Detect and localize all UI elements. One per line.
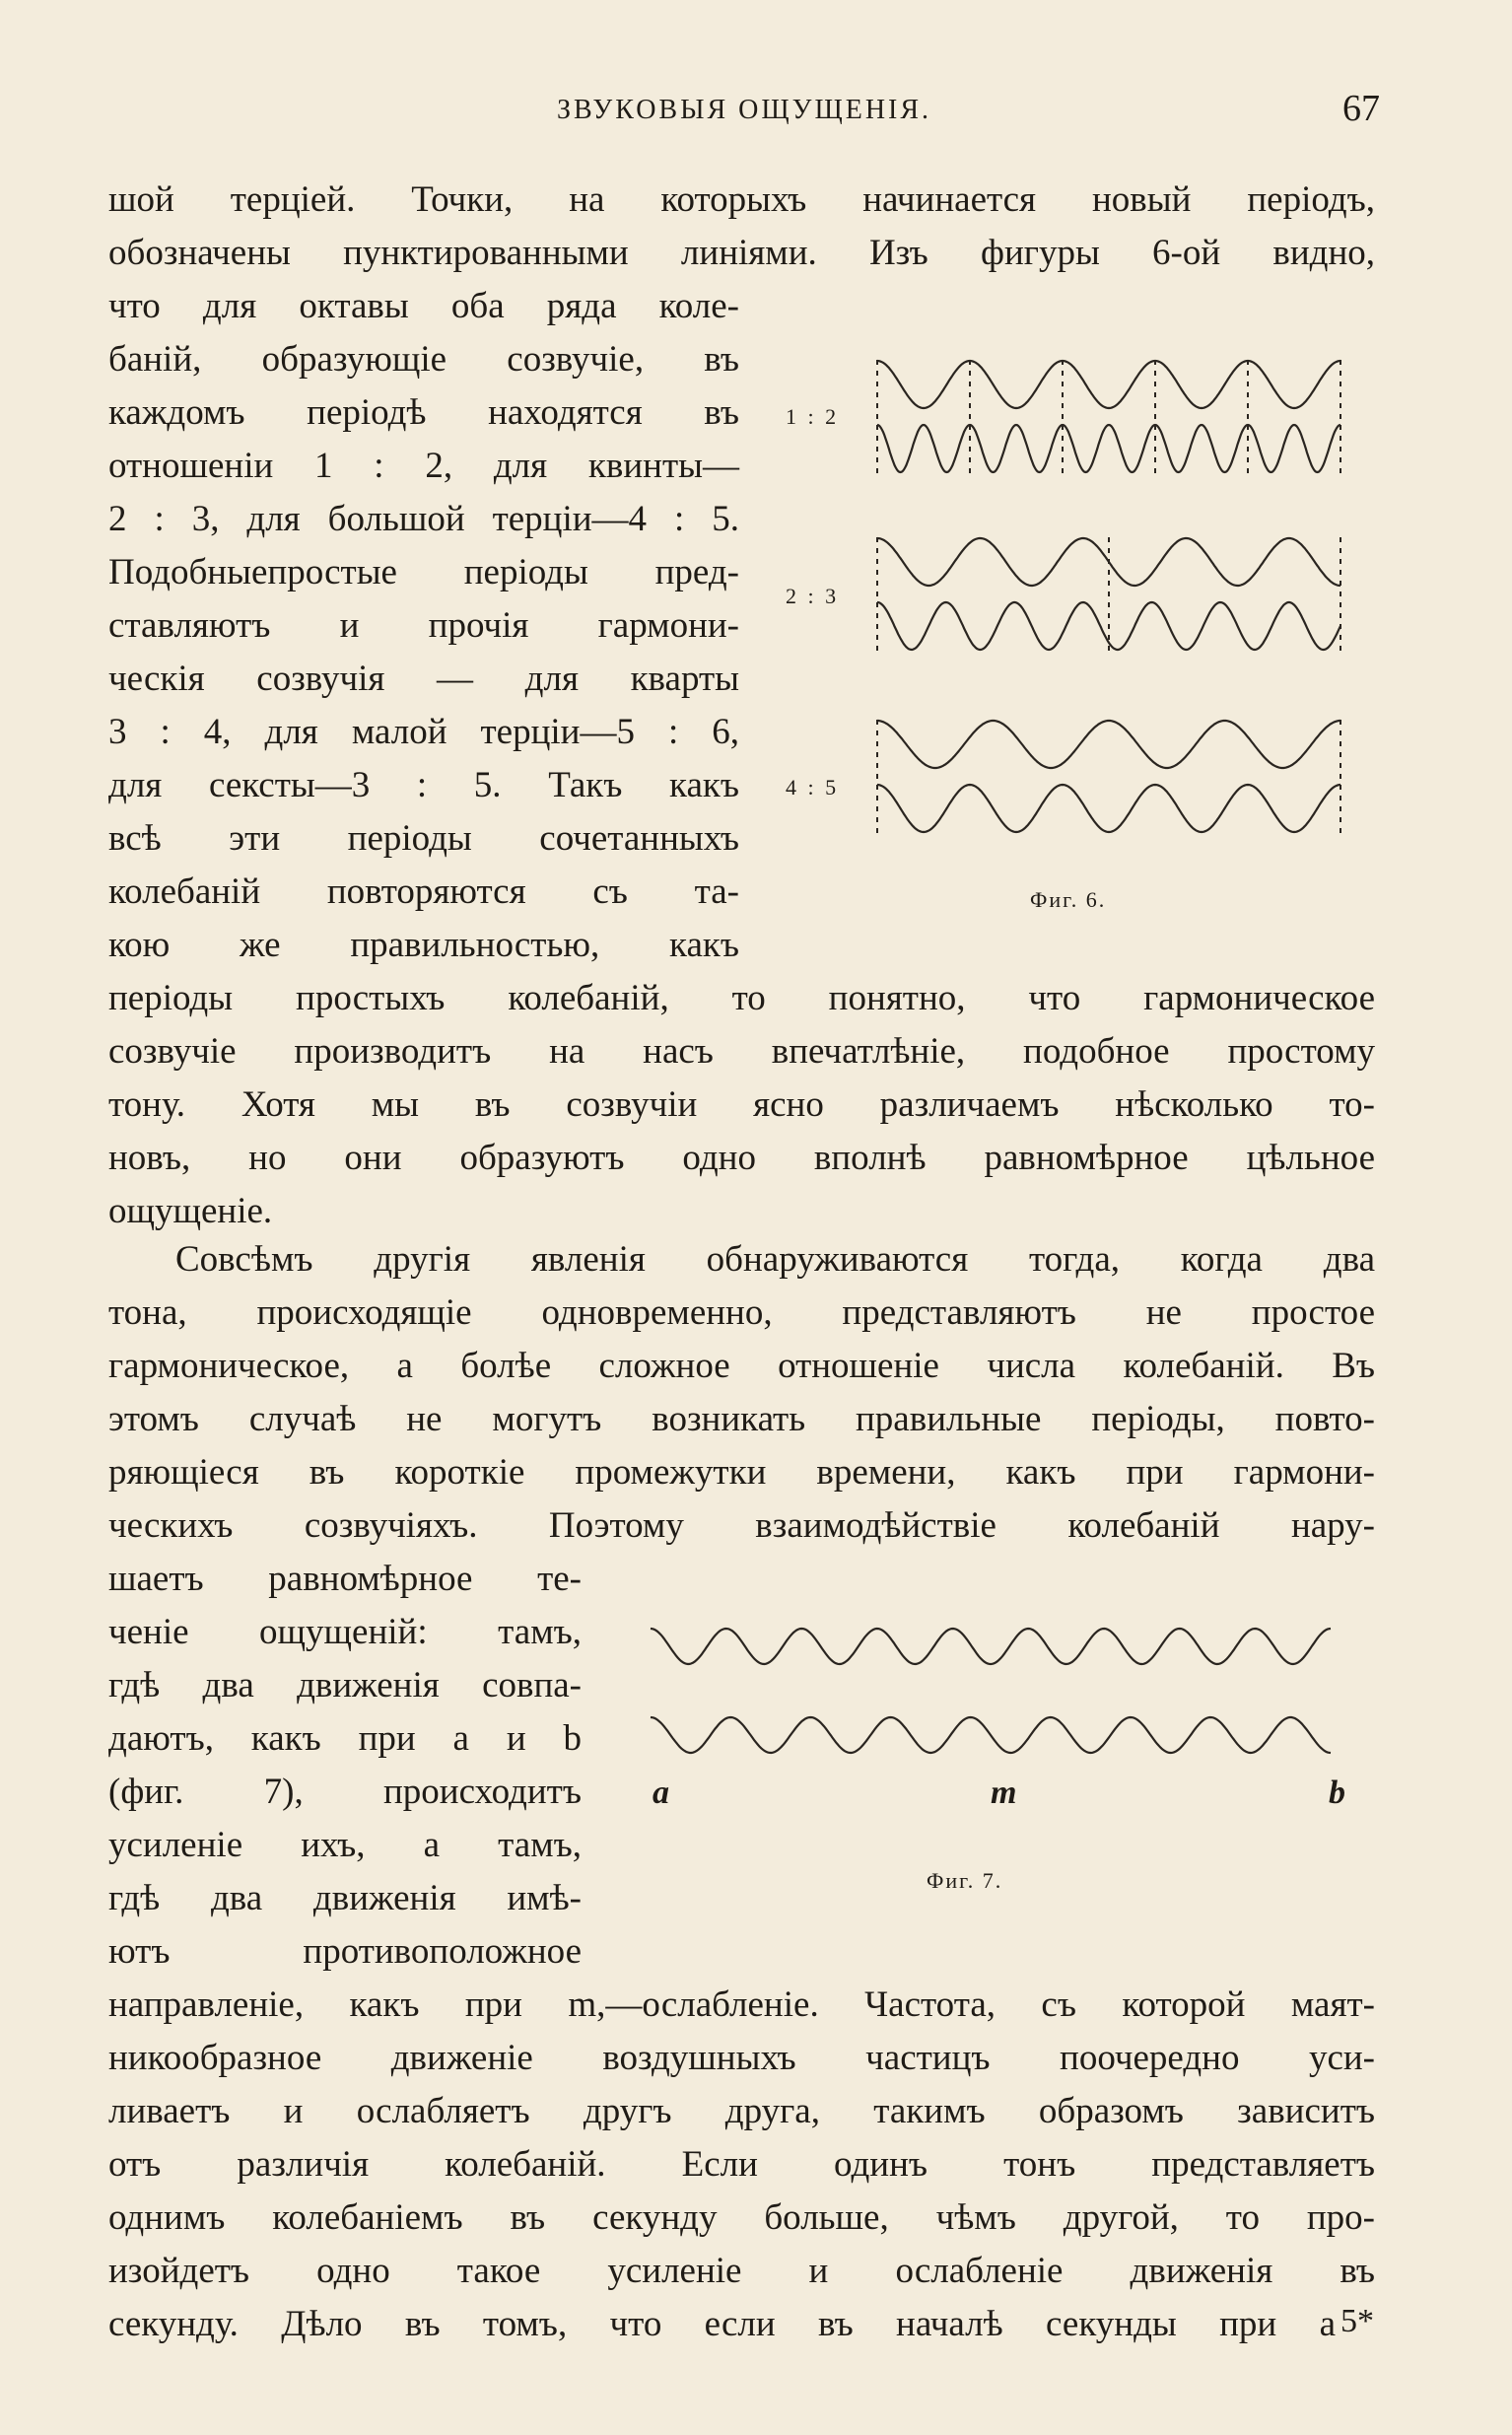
text-line: періоды простыхъ колебаній, то понятно, что гармоническое	[108, 978, 1375, 1018]
wave-upper	[877, 361, 1340, 408]
text-line: 2 : 3, для большой терціи—4 : 5.	[108, 499, 739, 539]
wave-lower	[877, 425, 1340, 472]
text-line: баній, образующіе созвучіе, въ	[108, 339, 739, 380]
text-line: для сексты—3 : 5. Такъ какъ	[108, 765, 739, 805]
figure-6-label-fifth: 2 : 3	[786, 584, 840, 608]
figure-6-waves	[858, 325, 1370, 877]
text-line: колебаній повторяются съ та-	[108, 871, 739, 912]
figure-6-label-octave: 1 : 2	[786, 404, 840, 429]
text-line: (фиг. 7), происходитъ	[108, 1772, 582, 1812]
figure-6-caption: Фиг. 6.	[1030, 887, 1107, 912]
text-line: усиленіе ихъ, а тамъ,	[108, 1825, 582, 1865]
wave-lower	[877, 785, 1340, 832]
wave-lower	[651, 1717, 1331, 1753]
wave-upper	[877, 721, 1340, 768]
text-line: отношеніи 1 : 2, для квинты—	[108, 446, 739, 486]
figure-7-waves	[641, 1607, 1350, 1784]
text-line: ческія созвучія — для кварты	[108, 659, 739, 699]
text-line: всѣ эти періоды сочетанныхъ	[108, 818, 739, 859]
page-number: 67	[1342, 88, 1380, 129]
text-line: ченіе ощущеній: тамъ,	[108, 1612, 582, 1652]
text-line: гармоническое, а болѣе сложное отношеніе числа колебаній. Въ	[108, 1346, 1375, 1386]
text-line: Совсѣмъ другія явленія обнаруживаются тогда, когда два	[175, 1239, 1375, 1280]
text-line: тона, происходящіе одновременно, представляютъ не простое	[108, 1292, 1375, 1333]
figure-6-label-major-third: 4 : 5	[786, 775, 840, 800]
text-line: никообразное движеніе воздушныхъ частицъ поочередно уси-	[108, 2038, 1375, 2078]
text-line: ливаетъ и ослабляетъ другъ друга, такимъ образомъ зависитъ	[108, 2091, 1375, 2131]
wave-upper	[651, 1629, 1331, 1664]
figure-7-caption: Фиг. 7.	[927, 1868, 1003, 1893]
text-line: однимъ колебаніемъ въ секунду больше, чѣмъ другой, то про-	[108, 2197, 1375, 2238]
text-line: 3 : 4, для малой терціи—5 : 6,	[108, 712, 739, 752]
running-header	[108, 87, 1380, 136]
text-line: тону. Хотя мы въ созвучіи ясно различаемъ нѣсколько то-	[108, 1084, 1375, 1125]
text-line: ютъ противоположное	[108, 1931, 582, 1972]
text-line: даютъ, какъ при а и b	[108, 1718, 582, 1759]
text-line: ческихъ созвучіяхъ. Поэтому взаимодѣйствіе колебаній нару-	[108, 1505, 1375, 1546]
figure-7-point-m: m	[991, 1774, 1017, 1811]
signature-mark: 5*	[1340, 2303, 1374, 2339]
text-line: ряющіеся въ короткіе промежутки времени, какъ при гармони-	[108, 1452, 1375, 1493]
text-line: шаетъ равномѣрное те-	[108, 1559, 582, 1599]
text-line: что для октавы оба ряда коле-	[108, 286, 739, 326]
text-line: кою же правильностью, какъ	[108, 925, 739, 965]
text-line: Подобныепростые періоды пред-	[108, 552, 739, 592]
text-line: отъ различія колебаній. Если одинъ тонъ представляетъ	[108, 2144, 1375, 2185]
text-line: направленіе, какъ при m,—ослабленіе. Частота, съ которой маят-	[108, 1984, 1375, 2025]
text-line: ощущеніе.	[108, 1191, 273, 1231]
text-line: созвучіе производитъ на насъ впечатлѣніе, подобное простому	[108, 1031, 1375, 1072]
figure-7-point-b: b	[1329, 1774, 1345, 1811]
text-line: обозначены пунктированными линіями. Изъ фигуры 6-ой видно,	[108, 233, 1375, 273]
figure-7-point-a: a	[653, 1774, 669, 1811]
text-line: гдѣ два движенія имѣ-	[108, 1878, 582, 1918]
text-line: каждомъ періодѣ находятся въ	[108, 392, 739, 433]
text-line: шой терціей. Точки, на которыхъ начинается новый періодъ,	[108, 179, 1375, 220]
text-line: гдѣ два движенія совпа-	[108, 1665, 582, 1705]
running-title: ЗВУКОВЫЯ ОЩУЩЕНІЯ.	[556, 95, 932, 125]
text-line: новъ, но они образуютъ одно вполнѣ равномѣрное цѣльное	[108, 1138, 1375, 1178]
text-line: этомъ случаѣ не могутъ возникать правильные періоды, повто-	[108, 1399, 1375, 1439]
text-line: секунду. Дѣло въ томъ, что если въ началѣ секунды при а	[108, 2304, 1336, 2344]
text-line: изойдетъ одно такое усиленіе и ослабленіе движенія въ	[108, 2251, 1375, 2291]
text-line: ставляютъ и прочія гармони-	[108, 605, 739, 646]
